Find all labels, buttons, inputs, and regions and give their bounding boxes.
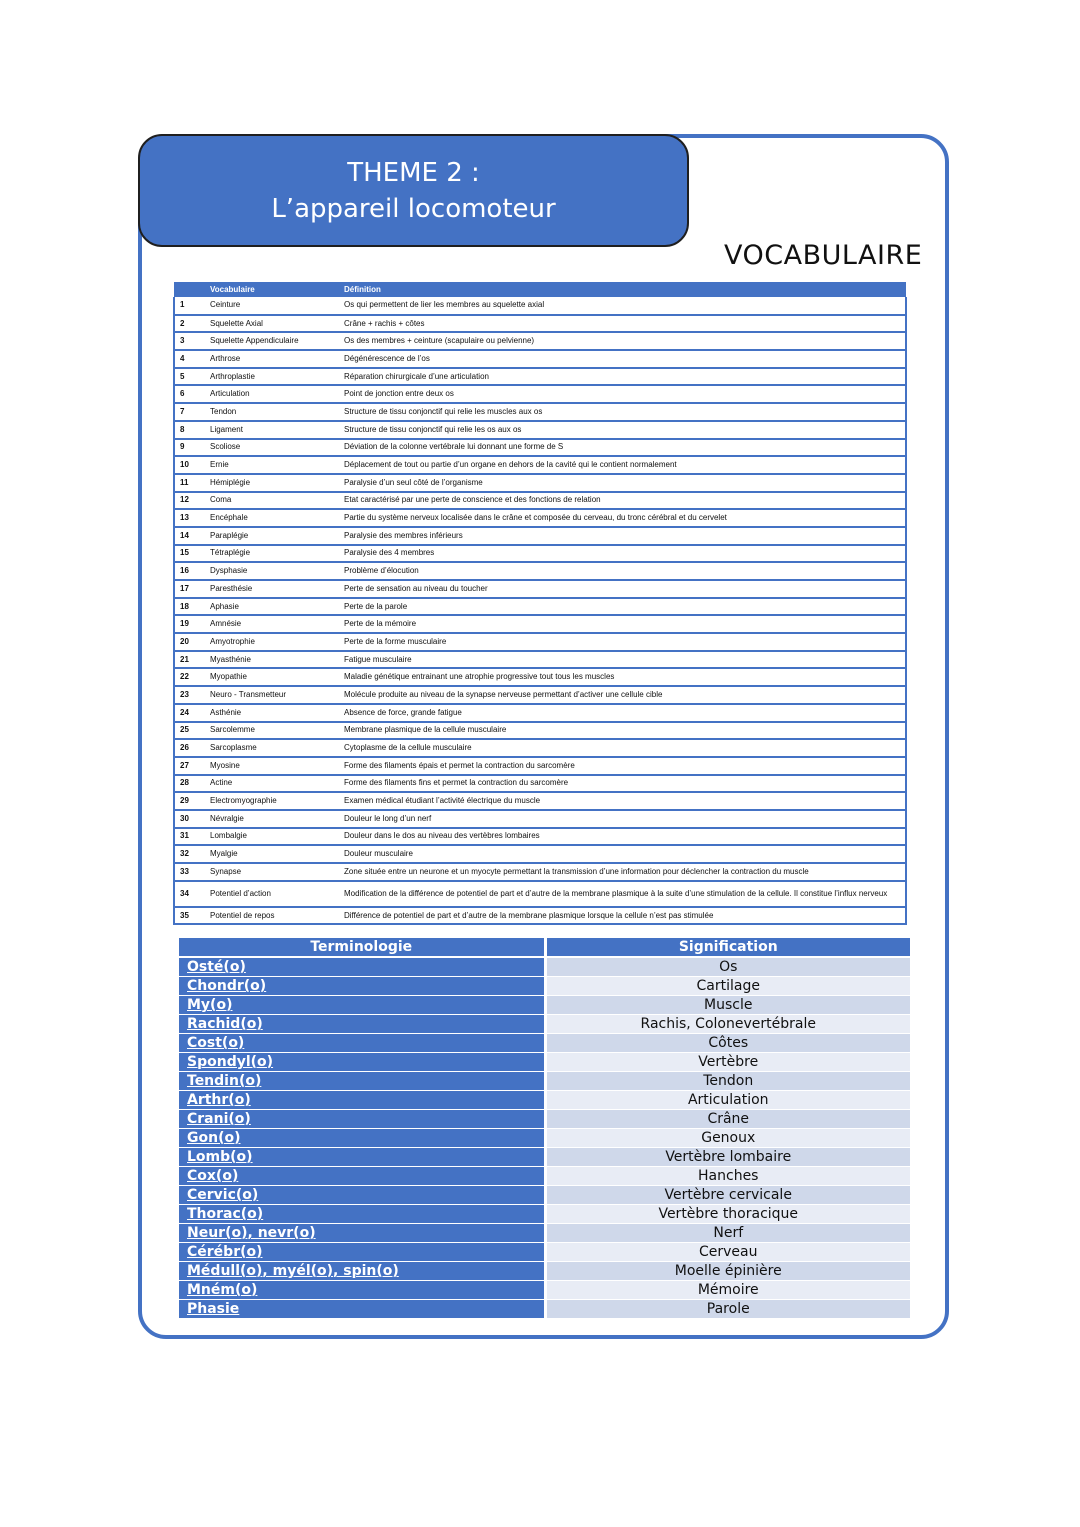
vocabulary-definition: Paralysie des 4 membres (344, 545, 906, 563)
definition-header: Définition (344, 282, 906, 297)
table-row (174, 845, 906, 863)
terminology-root: Crani(o) (179, 1110, 545, 1129)
vocabulary-term: Neuro - Transmetteur (210, 686, 344, 704)
row-number: 8 (174, 421, 210, 439)
row-number: 26 (174, 739, 210, 757)
row-number: 12 (174, 492, 210, 510)
vocabulary-term: Squelette Axial (210, 315, 344, 333)
table-row (174, 722, 906, 740)
table-row (174, 810, 906, 828)
vocabulary-term: Arthroplastie (210, 368, 344, 386)
terminology-root: Rachid(o) (179, 1015, 545, 1034)
terminology-root: Gon(o) (179, 1129, 545, 1148)
table-row (179, 977, 910, 996)
terminology-root: Cérébr(o) (179, 1243, 545, 1262)
terminology-meaning: Vertèbre lombaire (545, 1148, 910, 1167)
terminology-meaning: Os (545, 957, 910, 977)
vocabulary-term: Potentiel de repos (210, 907, 344, 925)
table-row (179, 1243, 910, 1262)
vocabulary-term: Myasthénie (210, 651, 344, 669)
vocabulary-definition: Déviation de la colonne vertébrale lui donnant une forme de S (344, 439, 906, 457)
vocabulary-definition: Structure de tissu conjonctif qui relie les os aux os (344, 421, 906, 439)
row-number: 6 (174, 385, 210, 403)
table-row (174, 792, 906, 810)
vocabulary-term: Paraplégie (210, 527, 344, 545)
vocabulary-definition: Différence de potentiel de part et d’autre de la membrane plasmique lorsque la cellule n’est pas stimulée (344, 907, 906, 925)
row-number: 30 (174, 810, 210, 828)
table-row (179, 957, 910, 977)
vocabulary-term: Myopathie (210, 668, 344, 686)
vocabulary-definition: Examen médical étudiant l’activité électrique du muscle (344, 792, 906, 810)
vocabulary-header-row (174, 282, 906, 297)
vocabulary-definition: Crâne + rachis + côtes (344, 315, 906, 333)
vocabulary-definition: Perte de la forme musculaire (344, 633, 906, 651)
terminology-root: Chondr(o) (179, 977, 545, 996)
row-number: 24 (174, 704, 210, 722)
row-number: 13 (174, 509, 210, 527)
terminology-meaning: Tendon (545, 1072, 910, 1091)
vocabulary-definition: Paralysie des membres inférieurs (344, 527, 906, 545)
table-row (179, 1224, 910, 1243)
row-number: 16 (174, 562, 210, 580)
vocabulary-term: Névralgie (210, 810, 344, 828)
terminology-root: Mném(o) (179, 1281, 545, 1300)
vocabulary-term: Paresthésie (210, 580, 344, 598)
vocabulary-term: Ernie (210, 456, 344, 474)
vocabulary-term: Hémiplégie (210, 474, 344, 492)
terminology-root: Médull(o), myél(o), spin(o) (179, 1262, 545, 1281)
row-number: 2 (174, 315, 210, 333)
table-row (179, 1072, 910, 1091)
row-number: 11 (174, 474, 210, 492)
vocabulary-definition: Paralysie d’un seul côté de l’organisme (344, 474, 906, 492)
vocabulary-term: Squelette Appendiculaire (210, 332, 344, 350)
terminology-meaning: Cartilage (545, 977, 910, 996)
table-row (179, 1110, 910, 1129)
terminology-root: My(o) (179, 996, 545, 1015)
terminology-meaning: Vertèbre thoracique (545, 1205, 910, 1224)
table-row (179, 1015, 910, 1034)
table-row (174, 863, 906, 881)
vocabulary-term: Arthrose (210, 350, 344, 368)
vocabulary-definition: Modification de la différence de potentiel de part et d’autre de la membrane plasmique à la suite d’une stimulation de la cellule. Il constitue l’influx nerveux (344, 881, 906, 907)
row-number: 27 (174, 757, 210, 775)
terminology-root: Lomb(o) (179, 1148, 545, 1167)
table-row (179, 1129, 910, 1148)
terminology-root: Thorac(o) (179, 1205, 545, 1224)
row-number: 33 (174, 863, 210, 881)
table-row (174, 439, 906, 457)
theme-subtitle: L’appareil locomoteur (271, 194, 556, 224)
table-row (174, 757, 906, 775)
terminology-root: Cox(o) (179, 1167, 545, 1186)
table-row (174, 368, 906, 386)
row-number: 17 (174, 580, 210, 598)
terminology-meaning: Nerf (545, 1224, 910, 1243)
vocabulary-definition: Absence de force, grande fatigue (344, 704, 906, 722)
terminology-meaning: Vertèbre cervicale (545, 1186, 910, 1205)
terminology-header-row (179, 938, 910, 957)
vocabulary-term: Sarcolemme (210, 722, 344, 740)
table-row (179, 1281, 910, 1300)
terminology-meaning: Vertèbre (545, 1053, 910, 1072)
vocabulary-term: Asthénie (210, 704, 344, 722)
terminology-root: Cervic(o) (179, 1186, 545, 1205)
row-number: 9 (174, 439, 210, 457)
vocabulary-term: Synapse (210, 863, 344, 881)
vocabulary-definition: Réparation chirurgicale d’une articulation (344, 368, 906, 386)
table-row (179, 1262, 910, 1281)
vocabulary-term: Sarcoplasme (210, 739, 344, 757)
table-row (174, 633, 906, 651)
vocabulary-definition: Dégénérescence de l’os (344, 350, 906, 368)
terminology-meaning: Côtes (545, 1034, 910, 1053)
table-row (174, 332, 906, 350)
vocabulary-definition: Partie du système nerveux localisée dans le crâne et composée du cerveau, du tronc cérébral et du cervelet (344, 509, 906, 527)
row-number: 22 (174, 668, 210, 686)
row-number: 29 (174, 792, 210, 810)
vocabulary-definition: Douleur le long d’un nerf (344, 810, 906, 828)
table-row (174, 509, 906, 527)
theme-banner (138, 134, 689, 247)
row-number: 23 (174, 686, 210, 704)
terminology-header: Terminologie (179, 938, 545, 957)
row-number: 3 (174, 332, 210, 350)
table-row (174, 315, 906, 333)
vocabulary-term: Tendon (210, 403, 344, 421)
terminology-root: Phasie (179, 1300, 545, 1319)
terminology-root: Tendin(o) (179, 1072, 545, 1091)
vocabulary-term: Coma (210, 492, 344, 510)
vocabulary-header: Vocabulaire (210, 282, 344, 297)
table-row (179, 1053, 910, 1072)
table-row (174, 474, 906, 492)
vocabulary-definition: Perte de la mémoire (344, 615, 906, 633)
vocabulary-term: Electromyographie (210, 792, 344, 810)
table-row (174, 421, 906, 439)
terminology-meaning: Articulation (545, 1091, 910, 1110)
vocabulary-definition: Déplacement de tout ou partie d’un organe en dehors de la cavité qui le contient normalement (344, 456, 906, 474)
table-row (174, 739, 906, 757)
vocabulary-term: Myalgie (210, 845, 344, 863)
section-title: VOCABULAIRE (724, 240, 923, 271)
table-row (174, 456, 906, 474)
vocabulary-term: Encéphale (210, 509, 344, 527)
terminology-meaning: Crâne (545, 1110, 910, 1129)
row-number: 10 (174, 456, 210, 474)
table-row (174, 385, 906, 403)
table-row (174, 775, 906, 793)
vocabulary-term: Scoliose (210, 439, 344, 457)
row-number: 21 (174, 651, 210, 669)
number-header (174, 282, 210, 297)
row-number: 19 (174, 615, 210, 633)
terminology-meaning: Hanches (545, 1167, 910, 1186)
row-number: 18 (174, 598, 210, 616)
vocabulary-term: Dysphasie (210, 562, 344, 580)
table-row (174, 615, 906, 633)
table-row (174, 403, 906, 421)
vocabulary-definition: Cytoplasme de la cellule musculaire (344, 739, 906, 757)
row-number: 25 (174, 722, 210, 740)
table-row (179, 1034, 910, 1053)
row-number: 31 (174, 828, 210, 846)
table-row (174, 527, 906, 545)
table-row (174, 686, 906, 704)
row-number: 15 (174, 545, 210, 563)
vocabulary-definition: Membrane plasmique de la cellule musculaire (344, 722, 906, 740)
table-row (174, 492, 906, 510)
table-row (174, 828, 906, 846)
terminology-root: Neur(o), nevr(o) (179, 1224, 545, 1243)
vocabulary-definition: Fatigue musculaire (344, 651, 906, 669)
vocabulary-term: Aphasie (210, 598, 344, 616)
table-row (174, 297, 906, 315)
table-row (179, 1186, 910, 1205)
row-number: 5 (174, 368, 210, 386)
row-number: 35 (174, 907, 210, 925)
terminology-meaning: Moelle épinière (545, 1262, 910, 1281)
table-row (174, 668, 906, 686)
table-row (174, 580, 906, 598)
terminology-body (179, 957, 910, 1319)
vocabulary-definition: Forme des filaments fins et permet la contraction du sarcomère (344, 775, 906, 793)
table-row (179, 1167, 910, 1186)
terminology-meaning: Muscle (545, 996, 910, 1015)
vocabulary-definition: Structure de tissu conjonctif qui relie les muscles aux os (344, 403, 906, 421)
vocabulary-definition: Maladie génétique entrainant une atrophie progressive tout tous les muscles (344, 668, 906, 686)
table-row (174, 562, 906, 580)
vocabulary-definition: Douleur musculaire (344, 845, 906, 863)
terminology-meaning: Mémoire (545, 1281, 910, 1300)
vocabulary-definition: Forme des filaments épais et permet la contraction du sarcomère (344, 757, 906, 775)
vocabulary-term: Ceinture (210, 297, 344, 315)
vocabulary-definition: Os des membres + ceinture (scapulaire ou pelvienne) (344, 332, 906, 350)
terminology-root: Osté(o) (179, 957, 545, 977)
vocabulary-term: Tétraplégie (210, 545, 344, 563)
vocabulary-definition: Molécule produite au niveau de la synapse nerveuse permettant d’activer une cellule cible (344, 686, 906, 704)
vocabulary-definition: Zone située entre un neurone et un myocyte permettant la transmission d’une information pour déclencher la contraction du muscle (344, 863, 906, 881)
vocabulary-definition: Perte de sensation au niveau du toucher (344, 580, 906, 598)
table-row (174, 907, 906, 925)
table-row (174, 350, 906, 368)
vocabulary-term: Amyotrophie (210, 633, 344, 651)
vocabulary-term: Myosine (210, 757, 344, 775)
vocabulary-table (173, 282, 907, 925)
table-row (174, 651, 906, 669)
vocabulary-definition: Perte de la parole (344, 598, 906, 616)
row-number: 14 (174, 527, 210, 545)
vocabulary-definition: Point de jonction entre deux os (344, 385, 906, 403)
table-row (179, 1300, 910, 1319)
terminology-meaning: Rachis, Colonevertébrale (545, 1015, 910, 1034)
theme-title: THEME 2 : (347, 158, 480, 188)
table-row (179, 1091, 910, 1110)
terminology-meaning: Parole (545, 1300, 910, 1319)
row-number: 28 (174, 775, 210, 793)
row-number: 1 (174, 297, 210, 315)
vocabulary-body (174, 297, 906, 924)
row-number: 34 (174, 881, 210, 907)
table-row (179, 996, 910, 1015)
row-number: 20 (174, 633, 210, 651)
vocabulary-definition: Os qui permettent de lier les membres au squelette axial (344, 297, 906, 315)
vocabulary-term: Amnésie (210, 615, 344, 633)
vocabulary-term: Actine (210, 775, 344, 793)
table-row (174, 545, 906, 563)
vocabulary-term: Lombalgie (210, 828, 344, 846)
terminology-meaning: Cerveau (545, 1243, 910, 1262)
terminology-meaning: Genoux (545, 1129, 910, 1148)
vocabulary-definition: Problème d’élocution (344, 562, 906, 580)
table-row (179, 1205, 910, 1224)
table-row (174, 881, 906, 907)
vocabulary-term: Ligament (210, 421, 344, 439)
row-number: 4 (174, 350, 210, 368)
terminology-table (179, 938, 910, 1319)
table-row (179, 1148, 910, 1167)
row-number: 32 (174, 845, 210, 863)
vocabulary-term: Articulation (210, 385, 344, 403)
meaning-header: Signification (545, 938, 910, 957)
vocabulary-term: Potentiel d’action (210, 881, 344, 907)
terminology-root: Spondyl(o) (179, 1053, 545, 1072)
table-row (174, 598, 906, 616)
vocabulary-definition: Douleur dans le dos au niveau des vertèbres lombaires (344, 828, 906, 846)
terminology-root: Cost(o) (179, 1034, 545, 1053)
terminology-root: Arthr(o) (179, 1091, 545, 1110)
row-number: 7 (174, 403, 210, 421)
vocabulary-definition: Etat caractérisé par une perte de conscience et des fonctions de relation (344, 492, 906, 510)
table-row (174, 704, 906, 722)
